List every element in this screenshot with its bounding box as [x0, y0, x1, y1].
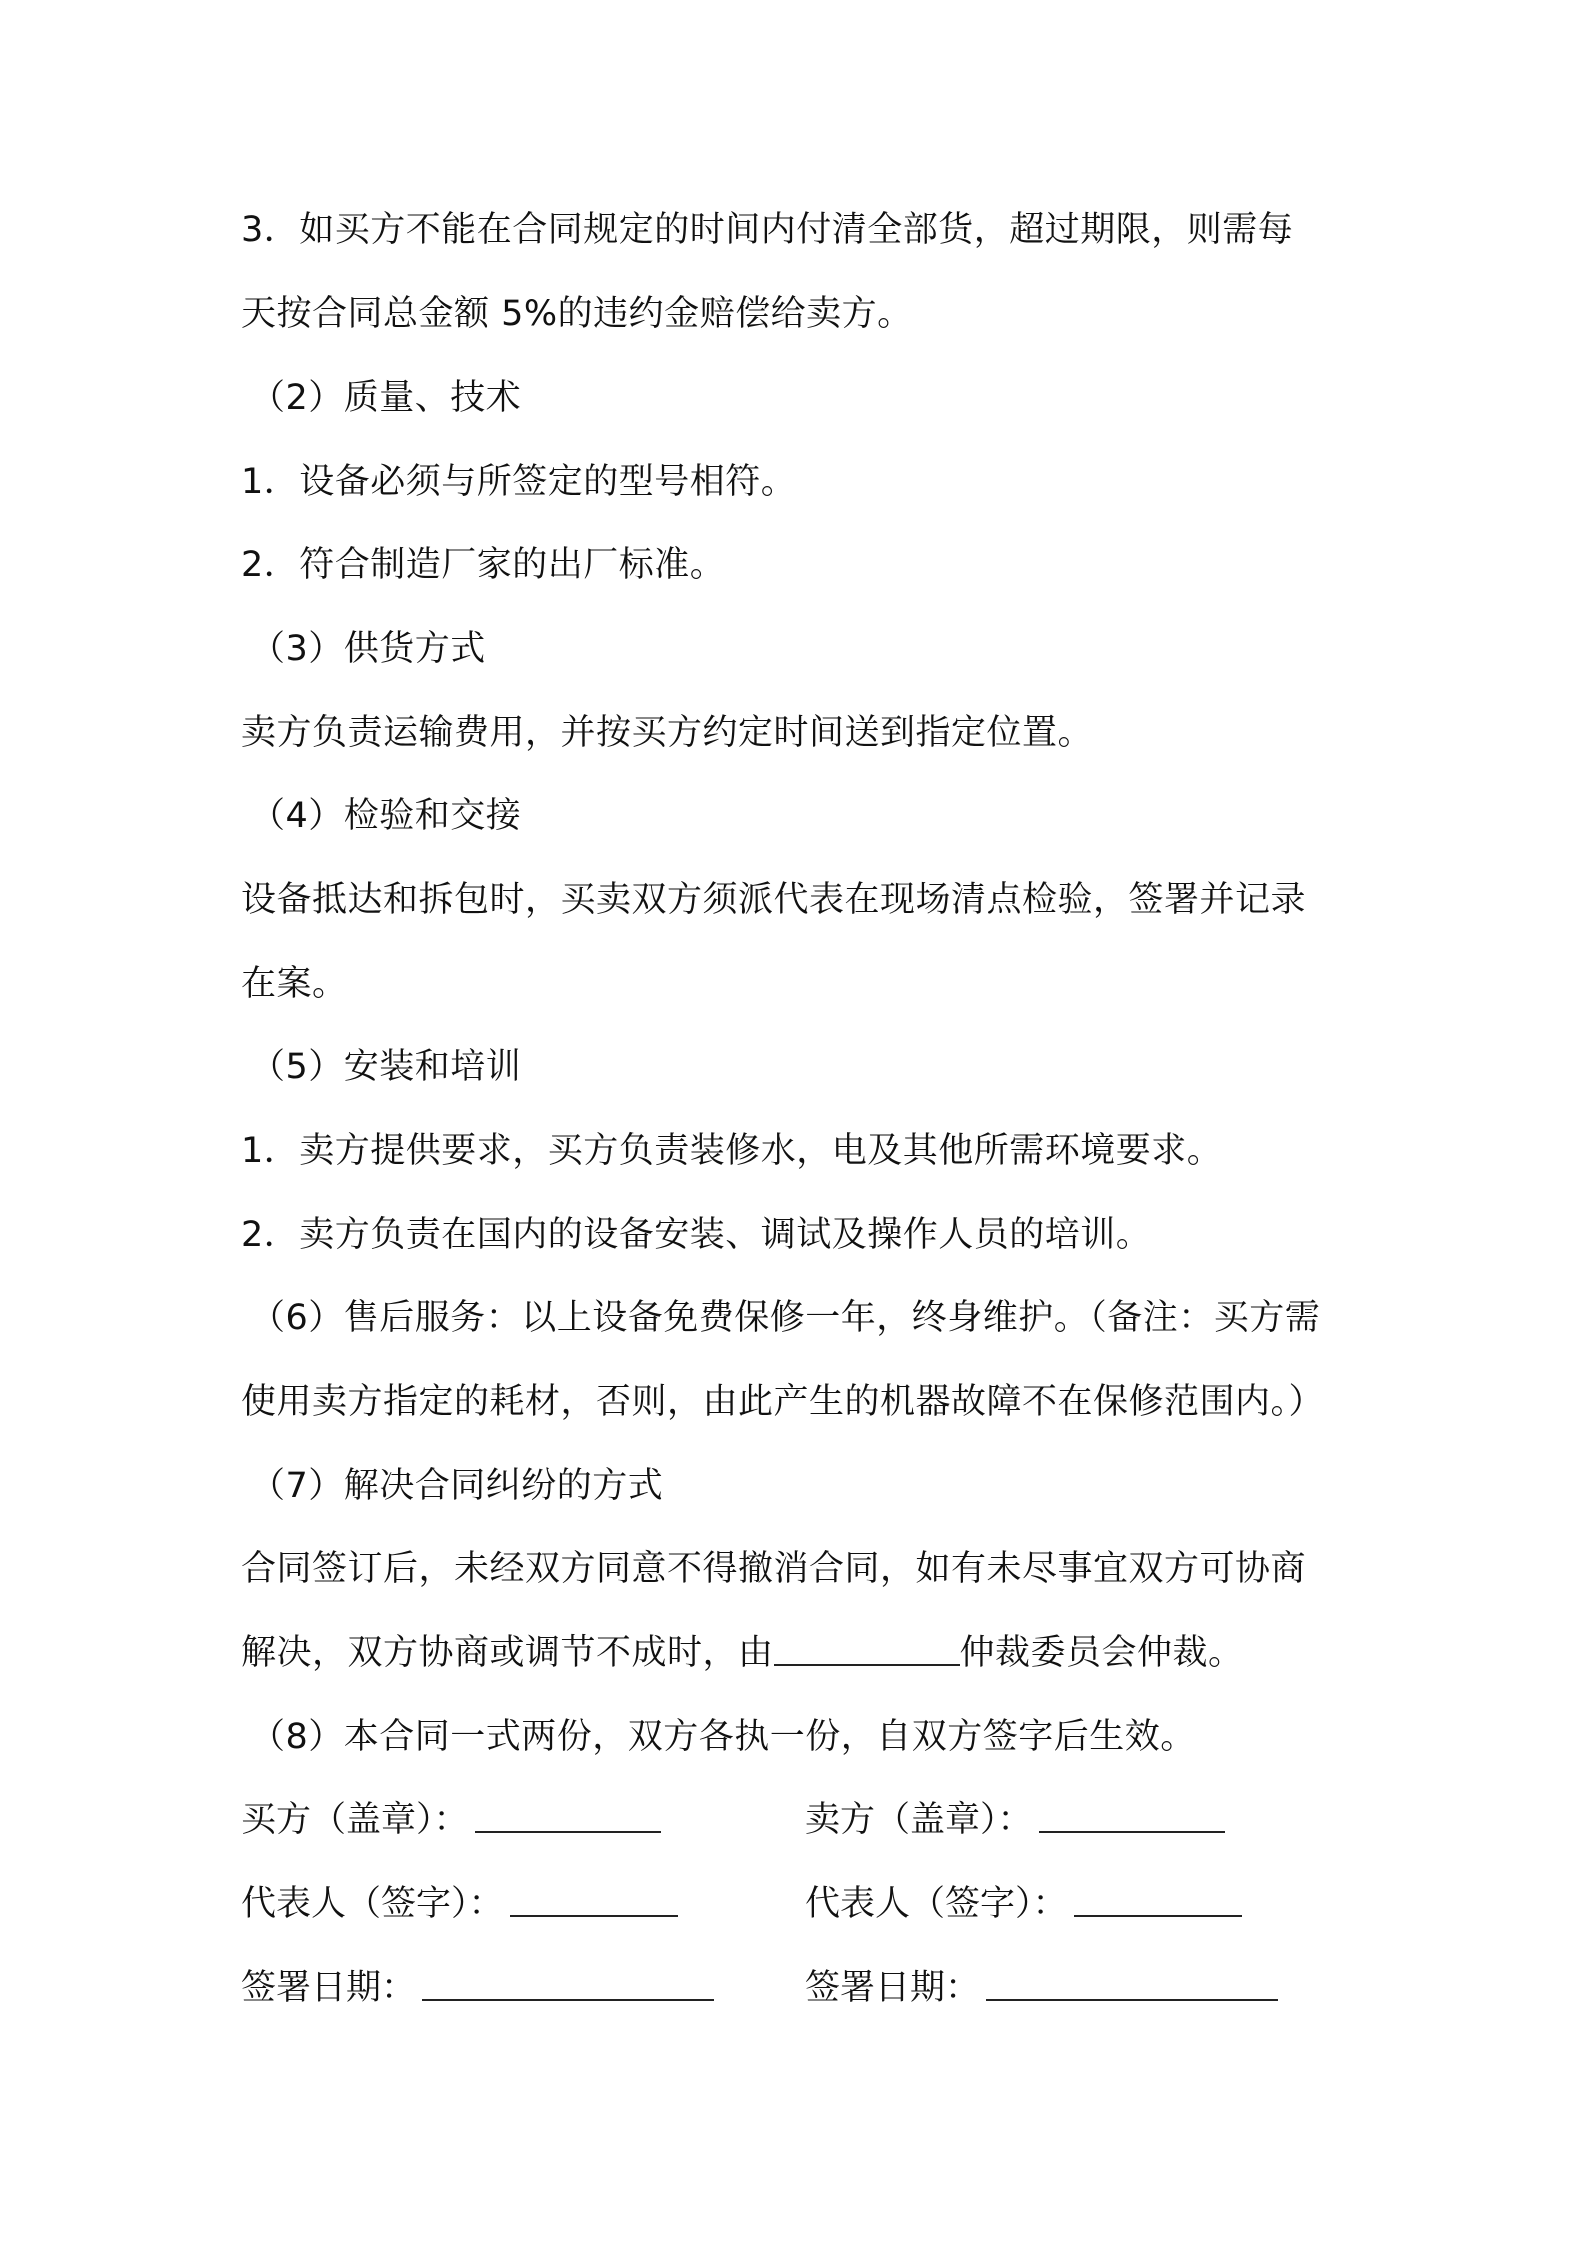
section-heading-inspection: （4）检验和交接 [250, 796, 522, 836]
section-heading-installation: （5）安装和培训 [250, 1047, 522, 1087]
seller-seal-label: 卖方（盖章）： [805, 1800, 1033, 1840]
section-heading-quality: （2）质量、技术 [250, 378, 522, 418]
clause-copies: （8）本合同一式两份，双方各执一份，自双方签字后生效。 [250, 1717, 1196, 1757]
seller-date-row [805, 1964, 1278, 2012]
clause-dispute-line-1: 合同签订后，未经双方同意不得撤消合同，如有未尽事宜双方可协商 [241, 1549, 1307, 1589]
buyer-seal-blank[interactable] [475, 1797, 661, 1833]
clause-quality-1: 1．设备必须与所签定的型号相符。 [241, 462, 797, 502]
clause-dispute-line-2 [241, 1629, 1361, 1677]
buyer-rep-blank[interactable] [510, 1881, 678, 1917]
clause-payment-penalty-line-2: 天按合同总金额 5%的违约金赔偿给卖方。 [241, 294, 913, 334]
buyer-date-blank[interactable] [422, 1965, 714, 2001]
clause-inspection-line-1: 设备抵达和拆包时，买卖双方须派代表在现场清点检验，签署并记录 [241, 880, 1307, 920]
clause-after-sales-line-2: 使用卖方指定的耗材，否则，由此产生的机器故障不在保修范围内。） [241, 1382, 1325, 1422]
clause-after-sales-line-1: （6）售后服务：以上设备免费保修一年，终身维护。（备注：买方需 [250, 1298, 1321, 1338]
buyer-rep-label: 代表人（签字）： [241, 1884, 504, 1924]
seller-rep-row [805, 1880, 1242, 1928]
seller-rep-label: 代表人（签字）： [805, 1884, 1068, 1924]
buyer-rep-row [241, 1880, 678, 1928]
clause-installation-1: 1．卖方提供要求，买方负责装修水，电及其他所需环境要求。 [241, 1131, 1223, 1171]
seller-seal-blank[interactable] [1039, 1797, 1225, 1833]
seller-date-blank[interactable] [986, 1965, 1278, 2001]
buyer-date-row [241, 1964, 714, 2012]
clause-supply: 卖方负责运输费用，并按买方约定时间送到指定位置。 [241, 713, 1094, 753]
clause-inspection-line-2: 在案。 [241, 964, 348, 1004]
clause-payment-penalty-line-1: 3．如买方不能在合同规定的时间内付清全部货，超过期限，则需每 [241, 210, 1294, 250]
clause-quality-2: 2．符合制造厂家的出厂标准。 [241, 545, 726, 585]
buyer-date-label: 签署日期： [241, 1968, 417, 2008]
arbitration-suffix: 仲裁委员会仲裁。 [959, 1633, 1244, 1673]
seller-seal-row [805, 1796, 1225, 1844]
clause-installation-2: 2．卖方负责在国内的设备安装、调试及操作人员的培训。 [241, 1215, 1152, 1255]
section-heading-dispute: （7）解决合同纠纷的方式 [250, 1466, 664, 1506]
section-heading-supply: （3）供货方式 [250, 629, 486, 669]
seller-date-label: 签署日期： [805, 1968, 981, 2008]
arbitration-committee-blank[interactable] [774, 1630, 960, 1666]
arbitration-prefix: 解决，双方协商或调节不成时，由 [241, 1633, 774, 1673]
buyer-seal-label: 买方（盖章）： [241, 1800, 469, 1840]
seller-rep-blank[interactable] [1074, 1881, 1242, 1917]
buyer-seal-row [241, 1796, 661, 1844]
